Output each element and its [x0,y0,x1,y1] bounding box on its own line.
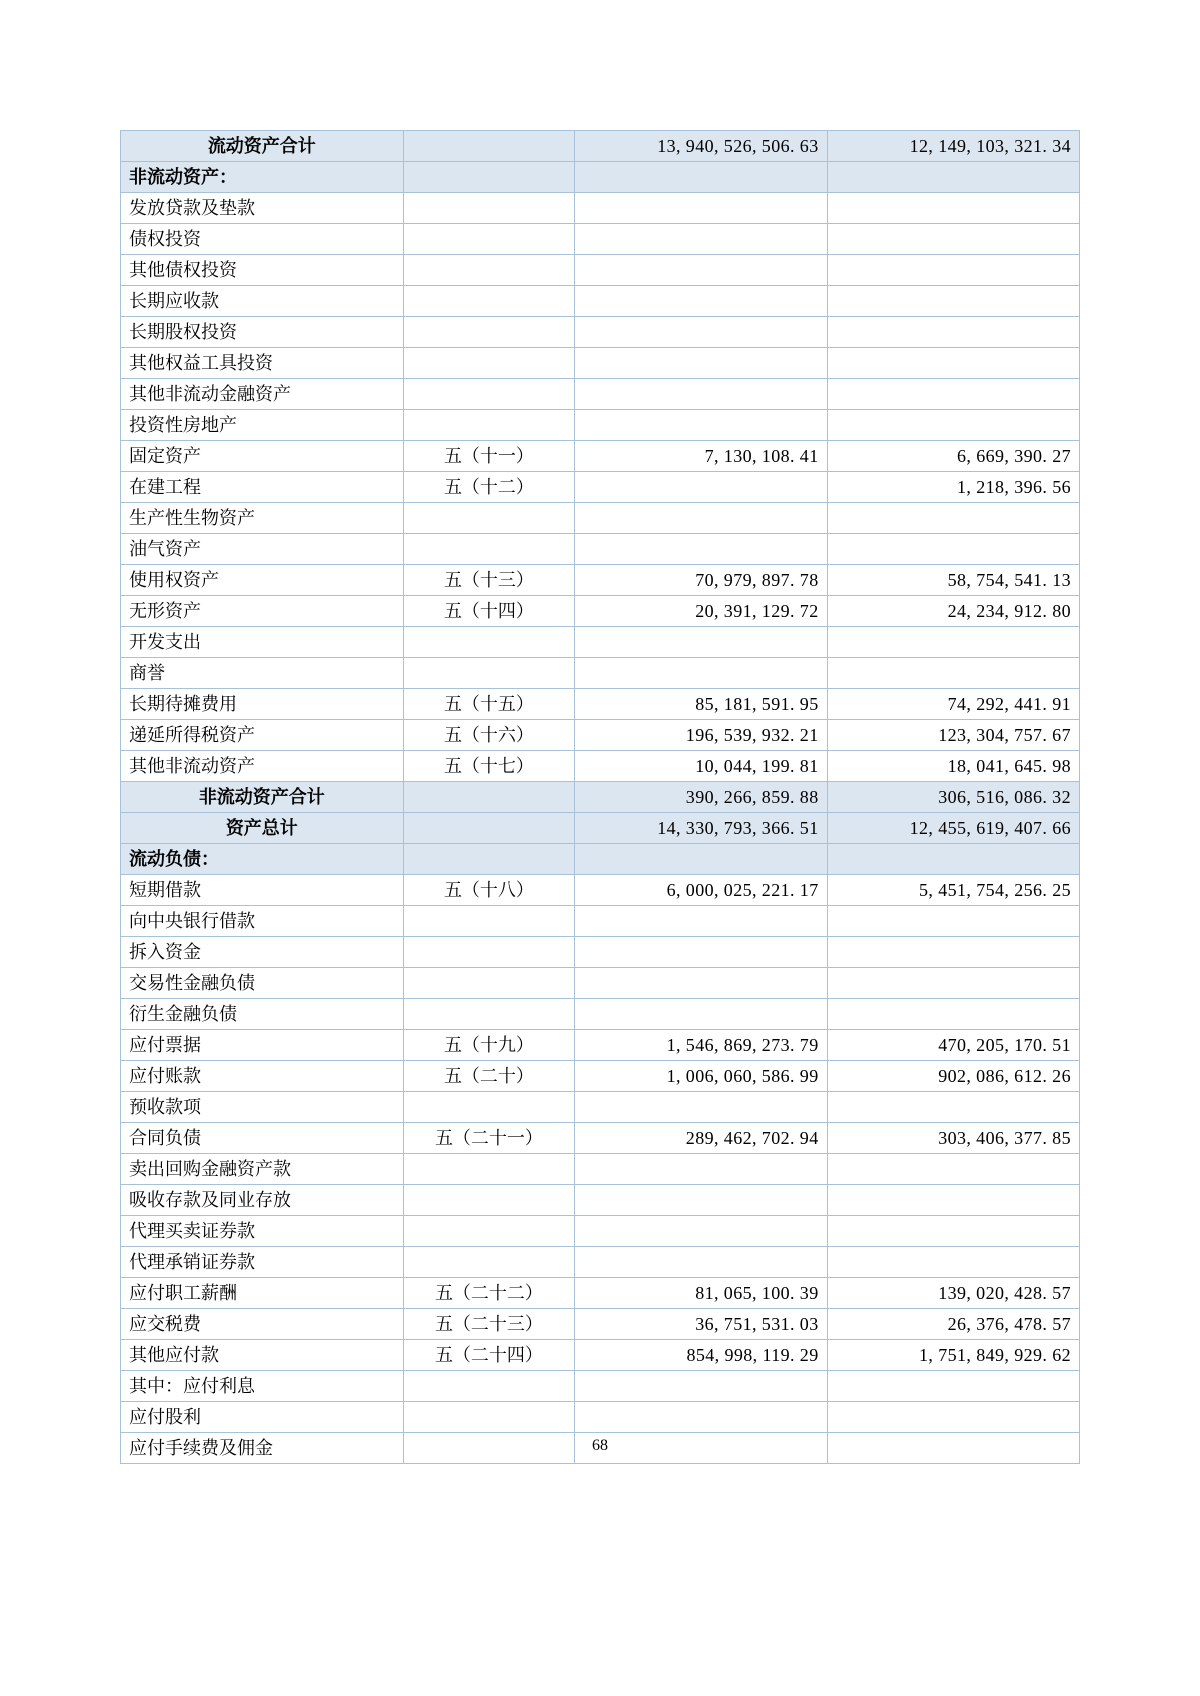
table-row [121,1371,1080,1402]
row-item-label: 合同负债 [121,1123,404,1154]
row-note-reference: 五（十五） [403,689,575,720]
row-item-label: 应交税费 [121,1309,404,1340]
table-row [121,720,1080,751]
row-previous-amount: 12, 149, 103, 321. 34 [827,131,1079,162]
row-previous-amount [827,317,1079,348]
row-item-label: 衍生金融负债 [121,999,404,1030]
table-row [121,596,1080,627]
row-note-reference [403,627,575,658]
row-previous-amount: 26, 376, 478. 57 [827,1309,1079,1340]
row-previous-amount [827,410,1079,441]
row-item-label: 长期应收款 [121,286,404,317]
row-item-label: 使用权资产 [121,565,404,596]
row-previous-amount [827,1154,1079,1185]
table-row [121,968,1080,999]
row-previous-amount: 1, 751, 849, 929. 62 [827,1340,1079,1371]
row-current-amount [575,1092,827,1123]
row-note-reference: 五（二十） [403,1061,575,1092]
row-current-amount [575,317,827,348]
table-row [121,1123,1080,1154]
page-number: 68 [592,1437,608,1454]
row-previous-amount [827,379,1079,410]
table-row [121,441,1080,472]
row-previous-amount [827,968,1079,999]
row-item-label: 应付职工薪酬 [121,1278,404,1309]
row-note-reference [403,224,575,255]
table-row [121,503,1080,534]
row-note-reference [403,503,575,534]
table-row [121,813,1080,844]
row-note-reference [403,658,575,689]
row-note-reference [403,906,575,937]
row-note-reference: 五（二十四） [403,1340,575,1371]
row-current-amount [575,503,827,534]
row-item-label: 在建工程 [121,472,404,503]
row-current-amount [575,906,827,937]
row-previous-amount: 470, 205, 170. 51 [827,1030,1079,1061]
row-note-reference: 五（十二） [403,472,575,503]
row-item-label: 短期借款 [121,875,404,906]
row-item-label: 其他非流动金融资产 [121,379,404,410]
row-current-amount [575,348,827,379]
row-note-reference [403,782,575,813]
row-note-reference [403,1371,575,1402]
table-row [121,534,1080,565]
table-row [121,255,1080,286]
row-note-reference: 五（十六） [403,720,575,751]
table-row [121,1278,1080,1309]
row-item-label: 拆入资金 [121,937,404,968]
row-previous-amount: 58, 754, 541. 13 [827,565,1079,596]
row-previous-amount: 74, 292, 441. 91 [827,689,1079,720]
row-current-amount [575,1371,827,1402]
row-note-reference [403,162,575,193]
row-current-amount [575,1154,827,1185]
table-row [121,689,1080,720]
table-row [121,410,1080,441]
row-previous-amount [827,224,1079,255]
row-previous-amount: 6, 669, 390. 27 [827,441,1079,472]
row-previous-amount [827,503,1079,534]
table-row [121,844,1080,875]
row-item-label: 吸收存款及同业存放 [121,1185,404,1216]
row-current-amount [575,162,827,193]
row-note-reference: 五（十三） [403,565,575,596]
row-note-reference [403,255,575,286]
row-previous-amount: 12, 455, 619, 407. 66 [827,813,1079,844]
table-row [121,193,1080,224]
row-item-label: 递延所得税资产 [121,720,404,751]
row-note-reference [403,1154,575,1185]
table-row [121,162,1080,193]
table-row [121,1030,1080,1061]
row-item-label: 无形资产 [121,596,404,627]
row-current-amount [575,534,827,565]
table-row [121,379,1080,410]
row-current-amount: 20, 391, 129. 72 [575,596,827,627]
table-row [121,999,1080,1030]
row-current-amount [575,658,827,689]
row-previous-amount: 18, 041, 645. 98 [827,751,1079,782]
table-body [121,131,1080,1464]
row-current-amount: 14, 330, 793, 366. 51 [575,813,827,844]
row-previous-amount [827,1247,1079,1278]
row-note-reference [403,1402,575,1433]
row-note-reference: 五（二十二） [403,1278,575,1309]
row-previous-amount: 902, 086, 612. 26 [827,1061,1079,1092]
table-row [121,224,1080,255]
table-row [121,906,1080,937]
balance-sheet-table [120,130,1080,1464]
row-current-amount: 85, 181, 591. 95 [575,689,827,720]
row-note-reference [403,1247,575,1278]
row-previous-amount [827,1092,1079,1123]
row-item-label: 应付账款 [121,1061,404,1092]
row-current-amount: 289, 462, 702. 94 [575,1123,827,1154]
row-current-amount: 196, 539, 932. 21 [575,720,827,751]
row-item-label: 代理承销证券款 [121,1247,404,1278]
table-row [121,1185,1080,1216]
row-item-label: 其他应付款 [121,1340,404,1371]
row-previous-amount [827,1216,1079,1247]
row-note-reference: 五（十七） [403,751,575,782]
row-previous-amount [827,534,1079,565]
row-item-label: 其他非流动资产 [121,751,404,782]
row-previous-amount: 5, 451, 754, 256. 25 [827,875,1079,906]
row-current-amount: 36, 751, 531. 03 [575,1309,827,1340]
row-previous-amount [827,1371,1079,1402]
row-note-reference [403,193,575,224]
row-current-amount [575,1402,827,1433]
table-row [121,1309,1080,1340]
row-previous-amount: 24, 234, 912. 80 [827,596,1079,627]
row-current-amount [575,968,827,999]
row-item-label: 非流动资产： [121,162,404,193]
row-previous-amount [827,1185,1079,1216]
row-note-reference [403,999,575,1030]
row-item-label: 生产性生物资产 [121,503,404,534]
row-current-amount [575,255,827,286]
table-row [121,782,1080,813]
row-item-label: 应付票据 [121,1030,404,1061]
row-current-amount: 1, 546, 869, 273. 79 [575,1030,827,1061]
row-current-amount [575,379,827,410]
row-item-label: 开发支出 [121,627,404,658]
row-note-reference [403,844,575,875]
row-current-amount: 70, 979, 897. 78 [575,565,827,596]
row-item-label: 其他债权投资 [121,255,404,286]
row-current-amount: 81, 065, 100. 39 [575,1278,827,1309]
row-item-label: 交易性金融负债 [121,968,404,999]
table-row [121,875,1080,906]
table-row [121,348,1080,379]
row-note-reference [403,410,575,441]
row-item-label: 代理买卖证券款 [121,1216,404,1247]
table-row [121,565,1080,596]
row-item-label: 油气资产 [121,534,404,565]
row-item-label: 其中：应付利息 [121,1371,404,1402]
row-note-reference: 五（十八） [403,875,575,906]
row-previous-amount [827,844,1079,875]
row-note-reference [403,968,575,999]
row-note-reference [403,1185,575,1216]
table-row [121,1402,1080,1433]
table-row [121,317,1080,348]
row-current-amount [575,999,827,1030]
row-note-reference: 五（十一） [403,441,575,472]
row-item-label: 预收款项 [121,1092,404,1123]
row-item-label: 投资性房地产 [121,410,404,441]
row-note-reference: 五（十九） [403,1030,575,1061]
row-current-amount: 13, 940, 526, 506. 63 [575,131,827,162]
row-previous-amount [827,1402,1079,1433]
row-current-amount [575,1216,827,1247]
row-current-amount: 1, 006, 060, 586. 99 [575,1061,827,1092]
row-item-label: 其他权益工具投资 [121,348,404,379]
table-row [121,1216,1080,1247]
row-previous-amount [827,162,1079,193]
table-row [121,751,1080,782]
table-row [121,1247,1080,1278]
table-row [121,286,1080,317]
row-current-amount: 6, 000, 025, 221. 17 [575,875,827,906]
row-current-amount: 7, 130, 108. 41 [575,441,827,472]
table-row [121,658,1080,689]
row-note-reference: 五（二十一） [403,1123,575,1154]
row-note-reference [403,286,575,317]
row-current-amount [575,937,827,968]
table-row [121,1154,1080,1185]
row-previous-amount [827,937,1079,968]
row-previous-amount [827,193,1079,224]
row-current-amount [575,410,827,441]
row-current-amount [575,1185,827,1216]
row-note-reference [403,348,575,379]
row-previous-amount [827,999,1079,1030]
row-note-reference [403,1216,575,1247]
row-current-amount [575,286,827,317]
row-note-reference: 五（二十三） [403,1309,575,1340]
row-item-label: 应付手续费及佣金 [121,1433,404,1464]
row-item-label: 商誉 [121,658,404,689]
row-item-label: 长期待摊费用 [121,689,404,720]
row-current-amount: 390, 266, 859. 88 [575,782,827,813]
row-note-reference [403,1092,575,1123]
row-current-amount [575,224,827,255]
row-item-label: 长期股权投资 [121,317,404,348]
row-previous-amount: 123, 304, 757. 67 [827,720,1079,751]
row-item-label: 向中央银行借款 [121,906,404,937]
table-row [121,131,1080,162]
row-current-amount [575,193,827,224]
row-previous-amount [827,627,1079,658]
row-note-reference: 五（十四） [403,596,575,627]
row-note-reference [403,379,575,410]
table-row [121,937,1080,968]
row-item-label: 发放贷款及垫款 [121,193,404,224]
row-item-label: 非流动资产合计 [121,782,404,813]
table-row [121,1340,1080,1371]
row-current-amount [575,472,827,503]
row-previous-amount: 139, 020, 428. 57 [827,1278,1079,1309]
row-item-label: 债权投资 [121,224,404,255]
row-item-label: 流动资产合计 [121,131,404,162]
row-note-reference [403,937,575,968]
row-previous-amount [827,286,1079,317]
row-item-label: 卖出回购金融资产款 [121,1154,404,1185]
row-item-label: 资产总计 [121,813,404,844]
row-note-reference [403,317,575,348]
row-current-amount: 854, 998, 119. 29 [575,1340,827,1371]
row-current-amount [575,627,827,658]
row-previous-amount: 1, 218, 396. 56 [827,472,1079,503]
row-current-amount: 10, 044, 199. 81 [575,751,827,782]
row-previous-amount: 303, 406, 377. 85 [827,1123,1079,1154]
row-item-label: 固定资产 [121,441,404,472]
row-item-label: 流动负债： [121,844,404,875]
row-note-reference [403,534,575,565]
row-previous-amount [827,906,1079,937]
row-previous-amount [827,255,1079,286]
row-current-amount [575,1247,827,1278]
row-current-amount [575,844,827,875]
row-previous-amount [827,658,1079,689]
row-item-label: 应付股利 [121,1402,404,1433]
table-row [121,1092,1080,1123]
table-row [121,1061,1080,1092]
row-previous-amount [827,348,1079,379]
row-previous-amount: 306, 516, 086. 32 [827,782,1079,813]
row-note-reference [403,813,575,844]
row-note-reference [403,131,575,162]
table-row [121,627,1080,658]
table-row [121,472,1080,503]
